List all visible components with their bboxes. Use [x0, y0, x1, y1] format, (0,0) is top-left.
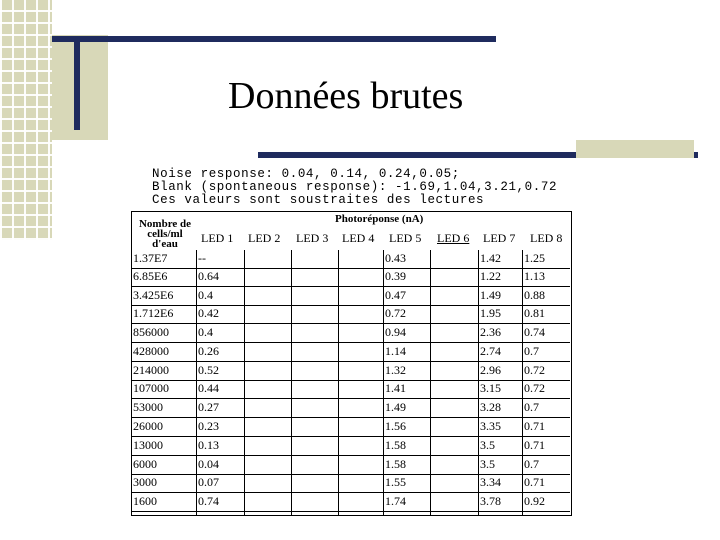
cell-led1: 0.42: [198, 306, 219, 320]
cell-led8: 1.13: [524, 269, 545, 283]
cell-led5: 1.41: [385, 381, 406, 395]
cell-led7: 3.28: [480, 400, 501, 414]
table-column-divider: [383, 250, 384, 515]
cell-led7: 3.15: [480, 381, 501, 395]
cell-led7: 3.35: [480, 419, 501, 433]
col-header-led1: LED 1: [201, 231, 234, 245]
cell-led1: 0.23: [198, 419, 219, 433]
cell-led1: 0.07: [198, 475, 219, 489]
cell-led7: 1.22: [480, 269, 501, 283]
table-row-divider: [132, 492, 570, 493]
cell-count: 107000: [133, 381, 169, 395]
decorative-block-right: [576, 140, 694, 158]
cell-led8: 0.88: [524, 288, 545, 302]
cell-count: 214000: [133, 363, 169, 377]
cell-count: 856000: [133, 325, 169, 339]
slide-title: Données brutes: [228, 75, 464, 117]
header-line-3: d'eau: [152, 238, 178, 250]
col-header-led4: LED 4: [342, 231, 375, 245]
table-first-column-header: [134, 219, 196, 249]
cell-led8: 0.7: [524, 344, 539, 358]
cell-led1: 0.74: [198, 494, 219, 508]
col-header-led6: LED 6: [437, 231, 470, 245]
cell-count: 1.712E6: [133, 306, 174, 320]
table-column-divider: [430, 250, 431, 515]
cell-led5: 1.58: [385, 457, 406, 471]
cell-led5: 1.74: [385, 494, 406, 508]
cell-led5: 1.56: [385, 419, 406, 433]
note-subtraction: Ces valeurs sont soustraites des lectures: [152, 193, 485, 207]
table-row-divider: [132, 361, 570, 362]
cell-count: 6.85E6: [133, 269, 168, 283]
cell-count: 3000: [133, 475, 157, 489]
table-row-divider: [132, 342, 570, 343]
cell-led8: 0.72: [524, 363, 545, 377]
table-column-divider: [522, 250, 523, 515]
cell-led5: 1.58: [385, 438, 406, 452]
cell-led8: 0.92: [524, 494, 545, 508]
cell-led1: 0.64: [198, 269, 219, 283]
cell-led5: 1.32: [385, 363, 406, 377]
cell-count: 13000: [133, 438, 163, 452]
col-header-led2: LED 2: [248, 231, 281, 245]
cell-count: 428000: [133, 344, 169, 358]
decorative-block: [52, 35, 108, 140]
cell-count: 53000: [133, 400, 163, 414]
cell-led8: 0.71: [524, 419, 545, 433]
cell-led5: 0.43: [385, 251, 406, 265]
decorative-grid-pattern: [0, 0, 52, 240]
cell-led5: 0.94: [385, 325, 406, 339]
cell-led7: 1.95: [480, 306, 501, 320]
table-row-divider: [132, 436, 570, 437]
cell-led1: 0.26: [198, 344, 219, 358]
cell-count: 3.425E6: [133, 288, 174, 302]
cell-led8: 0.74: [524, 325, 545, 339]
decorative-bar-vertical: [74, 36, 80, 130]
cell-led8: 0.72: [524, 381, 545, 395]
table-row-divider: [132, 323, 570, 324]
table-column-divider: [244, 250, 245, 515]
header-line-2: cells/ml: [147, 228, 183, 240]
cell-led1: 0.4: [198, 325, 213, 339]
cell-led7: 1.49: [480, 288, 501, 302]
cell-led7: 1.42: [480, 251, 501, 265]
col-header-led5: LED 5: [389, 231, 422, 245]
cell-led1: --: [198, 251, 206, 265]
cell-led8: 0.71: [524, 475, 545, 489]
cell-led7: 3.34: [480, 475, 501, 489]
cell-led5: 1.49: [385, 400, 406, 414]
table-row-divider: [132, 455, 570, 456]
cell-led8: 0.81: [524, 306, 545, 320]
table-row-divider: [132, 286, 570, 287]
table-column-divider: [291, 250, 292, 515]
cell-led8: 1.25: [524, 251, 545, 265]
cell-led7: 3.78: [480, 494, 501, 508]
cell-led5: 0.39: [385, 269, 406, 283]
table-row-divider: [132, 417, 570, 418]
note-noise-response: Noise response: 0.04, 0.14, 0.24,0.05;: [152, 167, 460, 181]
cell-led5: 0.72: [385, 306, 406, 320]
table-group-header: Photoréponse (nA): [335, 213, 424, 225]
table-column-divider: [478, 250, 479, 515]
cell-count: 1.37E7: [133, 251, 168, 265]
note-blank-response: Blank (spontaneous response): -1.69,1.04,3.21,0.72: [152, 180, 558, 194]
cell-led7: 2.36: [480, 325, 501, 339]
cell-led7: 3.5: [480, 457, 495, 471]
cell-led1: 0.13: [198, 438, 219, 452]
cell-led1: 0.52: [198, 363, 219, 377]
cell-led7: 2.96: [480, 363, 501, 377]
cell-led1: 0.44: [198, 381, 219, 395]
table-row-divider: [132, 398, 570, 399]
cell-led7: 3.5: [480, 438, 495, 452]
cell-count: 1600: [133, 494, 157, 508]
cell-led8: 0.71: [524, 438, 545, 452]
cell-led5: 1.55: [385, 475, 406, 489]
cell-count: 6000: [133, 457, 157, 471]
col-header-led7: LED 7: [483, 231, 516, 245]
col-header-led3: LED 3: [296, 231, 329, 245]
decorative-bar-top: [52, 36, 496, 42]
table-row-divider: [132, 511, 570, 512]
header-line-1: Nombre de: [138, 218, 192, 230]
cell-led5: 1.14: [385, 344, 406, 358]
table-column-divider: [196, 250, 197, 515]
cell-led1: 0.27: [198, 400, 219, 414]
cell-led7: 2.74: [480, 344, 501, 358]
cell-led1: 0.4: [198, 288, 213, 302]
col-header-led8: LED 8: [530, 231, 563, 245]
cell-led1: 0.04: [198, 457, 219, 471]
table-column-divider: [338, 250, 339, 515]
cell-led5: 0.47: [385, 288, 406, 302]
cell-count: 26000: [133, 419, 163, 433]
cell-led8: 0.7: [524, 400, 539, 414]
cell-led8: 0.7: [524, 457, 539, 471]
